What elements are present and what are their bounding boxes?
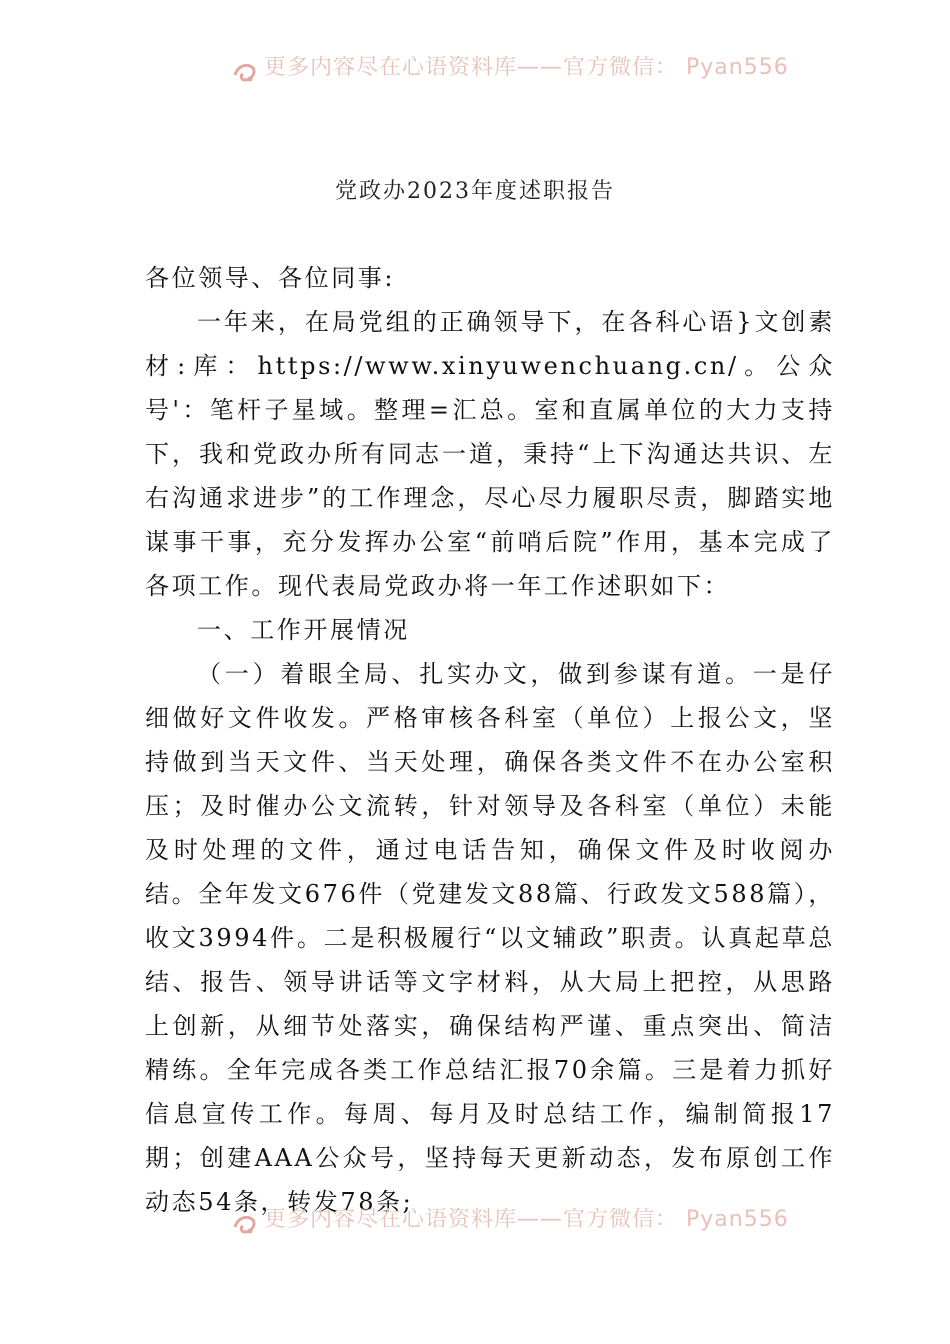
paragraph-work-details: （一）着眼全局、扎实办文，做到参谋有道。一是仔细做好文件收发。严格审核各科室（单位）上报公文，坚持做到当天文件、当天处理，确保各类文件不在办公室积压；及时催办公文流转，针对领导及各科室（单位）未能及时处理的文件，通过电话告知，确保文件及时收阅办结。全年发文676件（党建发文88篇、行政发文588篇），收文3994件。二是积极履行“以文辅政”职责。认真起草总结、报告、领导讲话等文字材料，从大局上把控，从思路上创新，从细节处落实，确保结构严谨、重点突出、简洁精练。全年完成各类工作总结汇报70余篇。三是着力抓好信息宣传工作。每周、每月及时总结工作，编制简报17期；创建AAA公众号，坚持每天更新动态，发布原创工作动态54条，转发78条; bbox=[145, 660, 835, 1216]
document-body bbox=[145, 256, 835, 1224]
watermark-footer bbox=[0, 1208, 950, 1238]
watermark-text: 更多内容尽在心语资料库——官方微信： Pyan556 bbox=[264, 1208, 789, 1232]
document-title: 党政办2023年度述职报告 bbox=[335, 179, 615, 204]
watermark-text: 更多内容尽在心语资料库——官方微信： Pyan556 bbox=[264, 56, 789, 80]
watermark-logo-icon bbox=[232, 1211, 258, 1237]
paragraph-intro: 一年来，在局党组的正确领导下，在各科心语}文创素材:库：https://www.xinyuwenchuang.cn/。公众号'：笔杆子星域。整理=汇总。室和直属单位的大力支持下，我和党政办所有同志一道，秉持“上下沟通达共识、左右沟通求进步”的工作理念，尽心尽力履职尽责，脚踏实地谋事干事，充分发挥办公室“前哨后院”作用，基本完成了各项工作。现代表局党政办将一年工作述职如下： bbox=[145, 308, 835, 600]
greeting: 各位领导、各位同事: bbox=[145, 264, 396, 292]
watermark-header bbox=[0, 56, 950, 86]
section-heading: 一、工作开展情况 bbox=[197, 616, 410, 644]
watermark-logo-icon bbox=[232, 59, 258, 85]
